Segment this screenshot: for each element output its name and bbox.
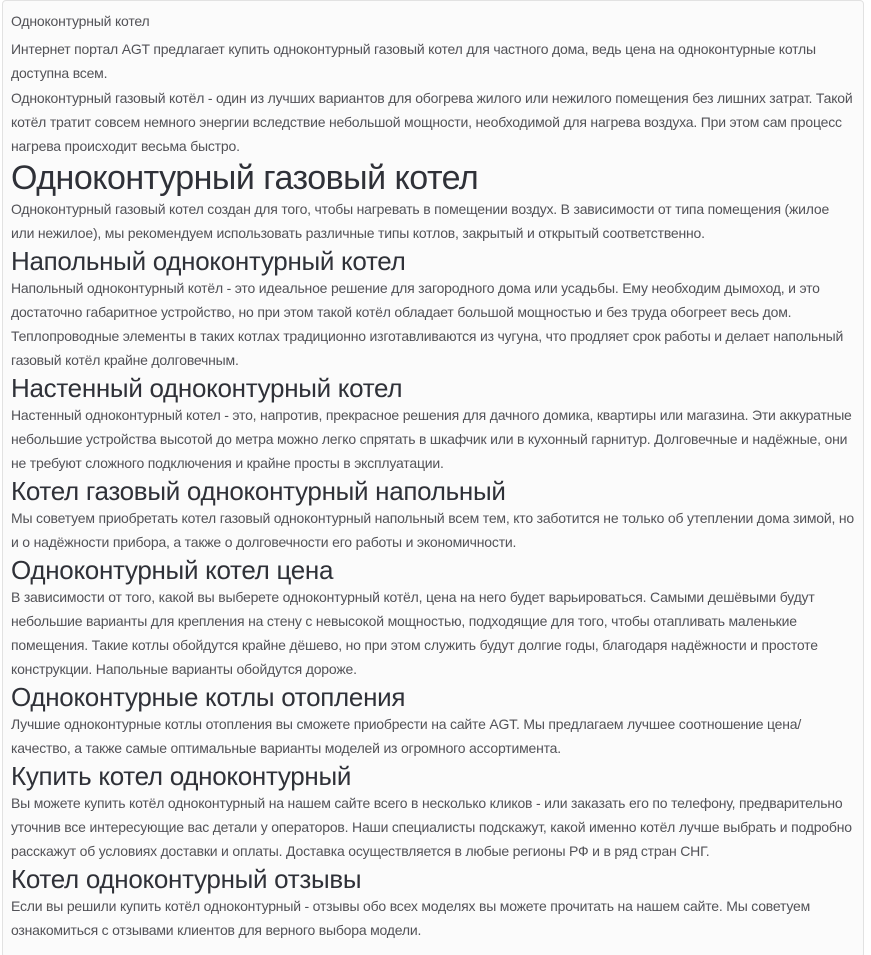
section-paragraph: В зависимости от того, какой вы выберете одноконтурный котёл, цена на него будет варьироваться. Самыми дешёвыми будут небольшие варианты для крепления на стену с невысокой мощностью, подходящие для того, чтобы отапливать маленькие помещения. Такие котлы обойдутся крайне дёшево, но при этом служить будут долгие годы, благодаря надёжности и простоте конструкции. Напольные варианты обойдутся дороже. bbox=[11, 589, 818, 677]
section-paragraph: Напольный одноконтурный котёл - это идеальное решение для загородного дома или усадьбы. Ему необходим дымоход, и это достаточно габаритное устройство, но при этом такой котёл обладает большой мощностью и без труда обогреет весь дом. Теплопроводные элементы в таких котлах традиционно изготавливаются из чугуна, что продляет срок работы и делает напольный газовый котёл крайне долговечным. bbox=[11, 280, 844, 368]
section-heading: Напольный одноконтурный котел bbox=[11, 246, 406, 276]
section-heading: Настенный одноконтурный котел bbox=[11, 373, 403, 403]
intro-paragraph-2: Одноконтурный газовый котёл - один из лучших вариантов для обогрева жилого или нежилого помещения без лишних затрат. Такой котёл тратит совсем немного энергии вследствие небольшой мощности, необходимой для нагрева воздуха. При этом сам процесс нагрева происходит весьма быстро. bbox=[11, 90, 853, 154]
page-title: Одноконтурный газовый котел bbox=[11, 159, 479, 197]
intro-paragraph-1: Интернет портал AGT предлагает купить одноконтурный газовый котел для частного дома, ведь цена на одноконтурные котлы доступна всем. bbox=[11, 41, 816, 81]
section-reviews bbox=[11, 865, 855, 942]
section-heading: Одноконтурные котлы отопления bbox=[11, 682, 406, 712]
section-paragraph: Мы советуем приобретать котел газовый одноконтурный напольный всем тем, кто заботится не только об утеплении дома зимой, но и о надёжности прибора, а также о долговечности его работы и экономичности. bbox=[11, 510, 855, 550]
section-heading: Одноконтурный котел цена bbox=[11, 555, 334, 585]
article-panel bbox=[2, 0, 864, 955]
section-paragraph: Лучшие одноконтурные котлы отопления вы сможете приобрести на сайте AGT. Мы предлагаем лучшее соотношение цена/ качество, а также самые оптимальные варианты моделей из огромного ассортимента. bbox=[11, 716, 802, 756]
section-wall-boiler bbox=[11, 374, 855, 475]
lead-paragraph: Одноконтурный газовый котел создан для того, чтобы нагревать в помещении воздух. В зависимости от типа помещения (жилое или нежилое), мы рекомендуем использовать различные типы котлов, закрытый и открытый соответственно. bbox=[11, 201, 830, 241]
section-floor-boiler bbox=[11, 247, 855, 372]
section-buy bbox=[11, 762, 855, 863]
section-heading: Купить котел одноконтурный bbox=[11, 761, 352, 791]
section-paragraph: Если вы решили купить котёл одноконтурный - отзывы обо всех моделях вы можете прочитать на нашем сайте. Мы советуем ознакомиться с отзывами клиентов для верного выбора модели. bbox=[11, 898, 811, 938]
section-gas-floor-boiler bbox=[11, 477, 855, 554]
kicker: Одноконтурный котел bbox=[11, 13, 150, 29]
section-price bbox=[11, 556, 855, 681]
section-heating-boilers bbox=[11, 683, 855, 760]
section-heading: Котел одноконтурный отзывы bbox=[11, 864, 362, 894]
section-paragraph: Настенный одноконтурный котел - это, напротив, прекрасное решения для дачного домика, квартиры или магазина. Эти аккуратные небольшие устройства высотой до метра можно легко спрятать в шкафчик или в кухонный гарнитур. Долговечные и надёжные, они не требуют сложного подключения и крайне просты в эксплуатации. bbox=[11, 407, 852, 471]
section-heading: Котел газовый одноконтурный напольный bbox=[11, 476, 506, 506]
section-paragraph: Вы можете купить котёл одноконтурный на нашем сайте всего в несколько кликов - или заказать его по телефону, предварительно уточнив все интересующие вас детали у операторов. Наши специалисты подскажут, какой именно котёл лучше выбрать и подробно расскажут об условиях доставки и оплаты. Доставка осуществляется в любые регионы РФ и в ряд стран СНГ. bbox=[11, 795, 852, 859]
